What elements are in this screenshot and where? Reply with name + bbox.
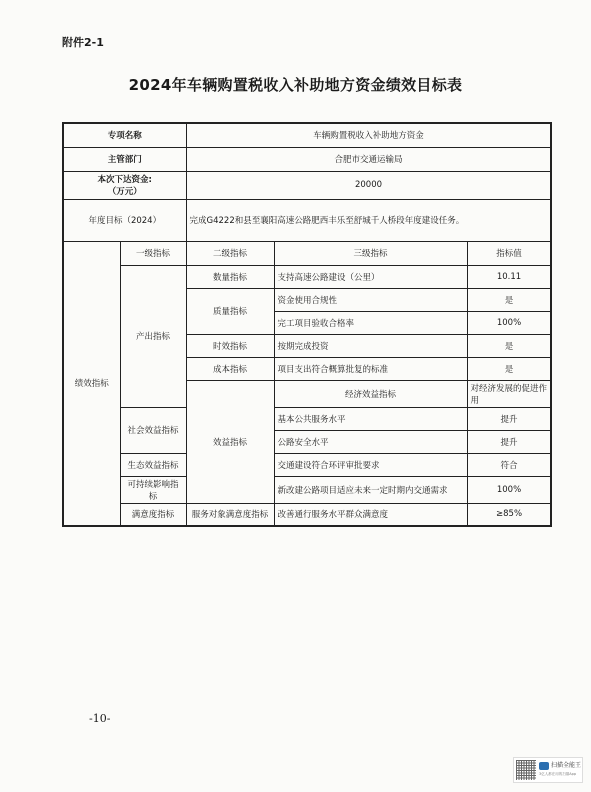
project-label: 专项名称 <box>63 123 186 147</box>
quantity-value: 10.11 <box>467 265 551 288</box>
attachment-label: 附件2-1 <box>62 36 104 49</box>
quantity-indicator-label: 数量指标 <box>186 265 274 288</box>
quality-item-2: 完工项目验收合格率 <box>274 311 467 334</box>
social-value-2: 提升 <box>467 430 551 453</box>
quality-value-2: 100% <box>467 311 551 334</box>
perf-indicator-label: 绩效指标 <box>63 241 120 526</box>
cost-indicator-label: 成本指标 <box>186 357 274 380</box>
satisfaction-value: ≥85% <box>467 503 551 526</box>
sustain-indicator-label: 可持续影响指标 <box>120 476 186 503</box>
sustain-value: 100% <box>467 476 551 503</box>
satisfaction-indicator-label: 满意度指标 <box>120 503 186 526</box>
cost-item: 项目支出符合概算批复的标准 <box>274 357 467 380</box>
funds-label-line2: （万元） <box>107 187 142 197</box>
department-value: 合肥市交通运输局 <box>186 147 551 171</box>
table-row <box>63 407 551 430</box>
social-value-1: 提升 <box>467 407 551 430</box>
project-value: 车辆购置税收入补助地方资金 <box>186 123 551 147</box>
funds-label <box>63 171 186 199</box>
table-row <box>63 147 551 171</box>
header-level2: 二级指标 <box>186 241 274 265</box>
scanner-subtitle: 3亿人都在用的扫描App <box>539 772 577 776</box>
header-level1: 一级指标 <box>120 241 186 265</box>
benefit-indicator-label: 效益指标 <box>186 380 274 503</box>
social-item-1: 基本公共服务水平 <box>274 407 467 430</box>
quality-value-1: 是 <box>467 288 551 311</box>
satisfaction-level2-label: 服务对象满意度指标 <box>186 503 274 526</box>
table-row <box>63 453 551 476</box>
qr-code-icon <box>516 760 536 780</box>
scanner-watermark <box>513 757 583 783</box>
table-row <box>63 503 551 526</box>
scanner-name: 扫描全能王 <box>551 762 582 769</box>
page-number: -10- <box>89 712 111 725</box>
eco-value: 符合 <box>467 453 551 476</box>
funds-value: 20000 <box>186 171 551 199</box>
timeliness-indicator-label: 时效指标 <box>186 334 274 357</box>
social-item-2: 公路安全水平 <box>274 430 467 453</box>
sustain-item: 新改建公路项目适应未来一定时期内交通需求 <box>274 476 467 503</box>
performance-target-table <box>62 122 552 527</box>
output-indicator-label: 产出指标 <box>120 265 186 407</box>
annual-goal-value: 完成G4222和县至襄阳高速公路肥西丰乐至舒城千人桥段年度建设任务。 <box>186 199 551 241</box>
page-title: 2024年车辆购置税收入补助地方资金绩效目标表 <box>128 76 463 94</box>
economic-indicator-label: 经济效益指标 <box>274 380 467 407</box>
department-label: 主管部门 <box>63 147 186 171</box>
quality-indicator-label: 质量指标 <box>186 288 274 334</box>
table-row <box>63 476 551 503</box>
quality-item-1: 资金使用合规性 <box>274 288 467 311</box>
annual-goal-label: 年度目标（2024） <box>63 199 186 241</box>
cost-value: 是 <box>467 357 551 380</box>
table-row <box>63 123 551 147</box>
header-level3: 三级指标 <box>274 241 467 265</box>
timeliness-item: 按期完成投资 <box>274 334 467 357</box>
scanner-logo-icon <box>539 762 549 770</box>
satisfaction-item: 改善通行服务水平群众满意度 <box>274 503 467 526</box>
table-row <box>63 241 551 265</box>
eco-item: 交通建设符合环评审批要求 <box>274 453 467 476</box>
quantity-item: 支持高速公路建设（公里） <box>274 265 467 288</box>
social-indicator-label: 社会效益指标 <box>120 407 186 453</box>
timeliness-value: 是 <box>467 334 551 357</box>
economic-item: 对经济发展的促进作用 <box>467 380 551 407</box>
eco-indicator-label: 生态效益指标 <box>120 453 186 476</box>
header-value: 指标值 <box>467 241 551 265</box>
funds-label-line1: 本次下达资金: <box>97 175 152 185</box>
table-row <box>63 171 551 199</box>
table-row <box>63 265 551 288</box>
table-row <box>63 199 551 241</box>
